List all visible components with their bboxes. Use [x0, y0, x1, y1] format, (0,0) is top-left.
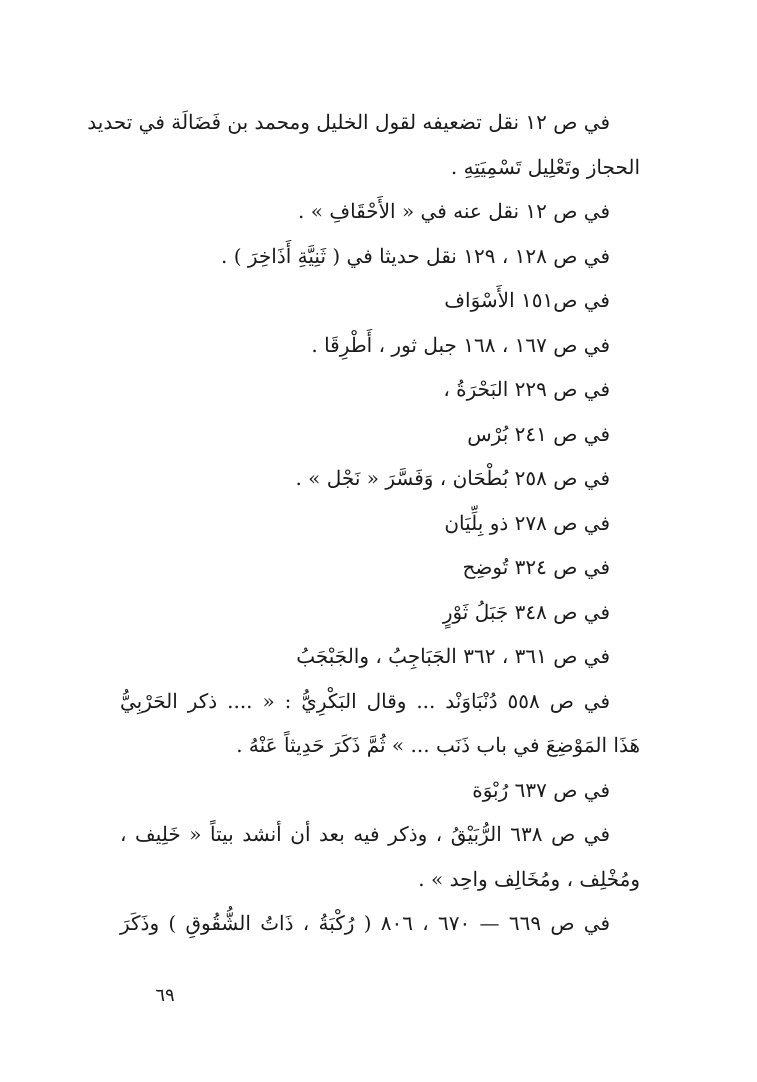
text-line: في ص ٣٢٤ تُوضِح	[462, 555, 610, 579]
text-line: الحجاز وتَعْلِيل تَسْمِيَتِهِ .	[450, 154, 640, 179]
text-line: في ص ٢٢٩ البَحْرَةُ ،	[443, 377, 610, 401]
text-line: في ص ٢٧٨ ذو بِلِّيَان	[444, 510, 610, 535]
text-line: في ص ٢٤١ بُرْس	[467, 421, 610, 446]
page-number: ٦٩	[155, 985, 175, 1006]
text-line: في ص ١٢ نقل تضعيفه لقول الخليل ومحمد بن فَضَالَة في تحديد	[87, 110, 610, 134]
text-line: في ص ١٢ نقل عنه في « الأَحْقَافِ » .	[298, 199, 610, 223]
text-line: في ص ١٦٧ ، ١٦٨ جبل ثور ، أَطْرِقَا .	[311, 332, 610, 357]
text-line: في ص ١٢٨ ، ١٢٩ نقل حديثا في ( ثَنِيَّةِ أَذَاخِرَ ) .	[221, 243, 610, 268]
text-line: في ص١٥١ الأَسْوَاف	[444, 288, 610, 312]
text-line: ومُخْلِف ، ومُخَالِف واحِد » .	[418, 866, 640, 891]
text-line: في ص ٦٣٧ رُبْوَة	[472, 777, 610, 802]
text-line: هَذَا المَوْضِعَ في باب ذَنَب ... » ثُمَّ ذَكَرَ حَدِيثاً عَنْهُ .	[236, 733, 640, 757]
text-line: في ص ٦٦٩ — ٦٧٠ ، ٨٠٦ ( رُكْبَةُ ، ذَاتُ الشُّقُوقِ ) وذَكَرَ	[120, 911, 611, 935]
text-line: في ص ٢٥٨ بُطْحَان ، وَفَسَّرَ « نَجْل » .	[295, 466, 610, 490]
text-line: في ص ٣٤٨ جَبَلُ ثَوْرٍ	[442, 599, 610, 624]
text-line: في ص ٦٣٨ الرُّبَيْقُ ، وذكر فيه بعد أن أنشد بيتاً « خَلِيف ،	[120, 822, 611, 846]
page-text	[87, 100, 640, 946]
text-line: في ص ٥٥٨ دُنْبَاوَنْد ... وقال البَكْرِيُّ : « .... ذكر الحَرْبِيُّ	[120, 688, 611, 713]
text-line: في ص ٣٦١ ، ٣٦٢ الجَبَاجِبُ ، والجَبْجَبُ	[296, 644, 610, 668]
